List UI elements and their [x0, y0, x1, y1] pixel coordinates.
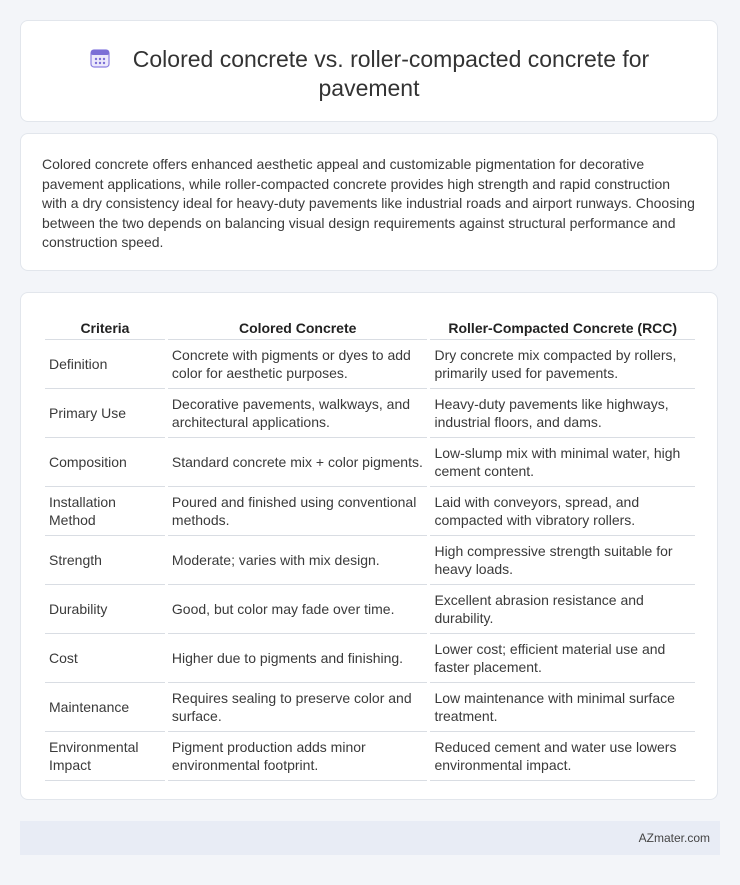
- rcc-cell: Reduced cement and water use lowers environmental impact.: [430, 732, 695, 781]
- rcc-cell: Laid with conveyors, spread, and compacted with vibratory rollers.: [430, 487, 695, 536]
- table-row: [45, 585, 695, 634]
- summary-card: [20, 133, 718, 271]
- page-title-block: [21, 45, 717, 103]
- calendar-icon: [89, 47, 111, 69]
- criteria-cell: Installation Method: [45, 487, 165, 536]
- colored-cell: Higher due to pigments and finishing.: [168, 634, 428, 683]
- criteria-cell: Definition: [45, 340, 165, 389]
- comparison-table-card: [20, 292, 718, 800]
- rcc-cell: Low maintenance with minimal surface treatment.: [430, 683, 695, 732]
- header-rcc: Roller-Compacted Concrete (RCC): [430, 315, 695, 340]
- table-row: [45, 683, 695, 732]
- table-row: [45, 340, 695, 389]
- header-criteria: Criteria: [45, 315, 165, 340]
- footer-brand-link[interactable]: AZmater.com: [638, 831, 710, 845]
- rcc-cell: Dry concrete mix compacted by rollers, primarily used for pavements.: [430, 340, 695, 389]
- criteria-cell: Composition: [45, 438, 165, 487]
- rcc-cell: Excellent abrasion resistance and durability.: [430, 585, 695, 634]
- table-row: [45, 389, 695, 438]
- table-row: [45, 536, 695, 585]
- criteria-cell: Environmental Impact: [45, 732, 165, 781]
- criteria-cell: Cost: [45, 634, 165, 683]
- colored-cell: Standard concrete mix + color pigments.: [168, 438, 428, 487]
- table-row: [45, 487, 695, 536]
- header-colored-concrete: Colored Concrete: [168, 315, 428, 340]
- rcc-cell: Heavy-duty pavements like highways, industrial floors, and dams.: [430, 389, 695, 438]
- table-header-row: [45, 315, 695, 340]
- colored-cell: Requires sealing to preserve color and surface.: [168, 683, 428, 732]
- table-row: [45, 732, 695, 781]
- colored-cell: Moderate; varies with mix design.: [168, 536, 428, 585]
- criteria-cell: Strength: [45, 536, 165, 585]
- rcc-cell: Low-slump mix with minimal water, high cement content.: [430, 438, 695, 487]
- summary-text: Colored concrete offers enhanced aesthetic appeal and customizable pigmentation for decorative pavement applications, while roller-compacted concrete provides high strength and rapid construction with a dry consistency ideal for heavy-duty pavements like industrial roads and airport runways. Choosing between the two depends on balancing visual design requirements against structural performance and construction speed.: [42, 156, 695, 250]
- rcc-cell: Lower cost; efficient material use and faster placement.: [430, 634, 695, 683]
- table-row: [45, 438, 695, 487]
- page-title: Colored concrete vs. roller-compacted concrete for pavement: [132, 46, 650, 101]
- colored-cell: Decorative pavements, walkways, and architectural applications.: [168, 389, 428, 438]
- criteria-cell: Primary Use: [45, 389, 165, 438]
- criteria-cell: Durability: [45, 585, 165, 634]
- comparison-table: [42, 315, 698, 781]
- criteria-cell: Maintenance: [45, 683, 165, 732]
- title-card: [20, 20, 718, 122]
- colored-cell: Concrete with pigments or dyes to add color for aesthetic purposes.: [168, 340, 428, 389]
- rcc-cell: High compressive strength suitable for heavy loads.: [430, 536, 695, 585]
- colored-cell: Poured and finished using conventional methods.: [168, 487, 428, 536]
- footer-bar: [20, 821, 720, 855]
- table-row: [45, 634, 695, 683]
- colored-cell: Pigment production adds minor environmental footprint.: [168, 732, 428, 781]
- colored-cell: Good, but color may fade over time.: [168, 585, 428, 634]
